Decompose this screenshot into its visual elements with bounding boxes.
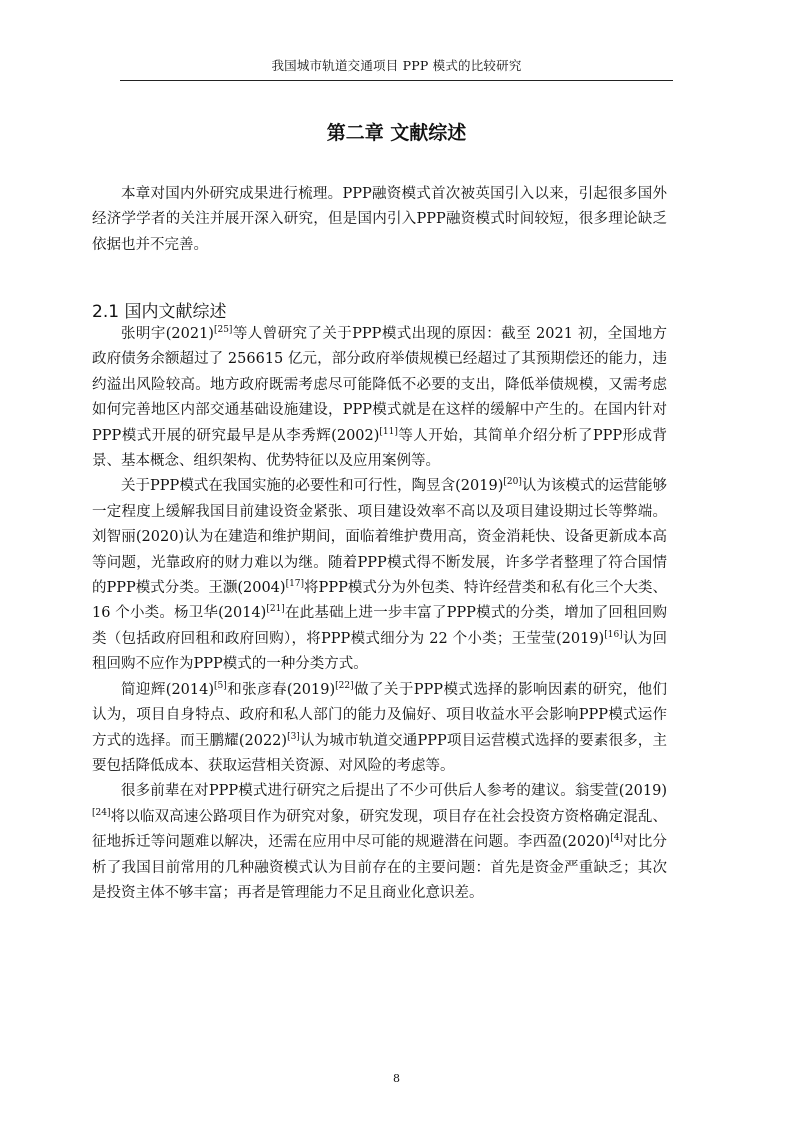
citation: [17] bbox=[285, 579, 305, 590]
running-header: 我国城市轨道交通项目 PPP 模式的比较研究 bbox=[271, 58, 522, 73]
paragraph-3: 简迎辉(2014)[5]和张彦春(2019)[22]做了关于PPP模式选择的影响因素的研究，他们认为，项目自身特点、政府和私人部门的能力及偏好、项目收益水平会影响PPP模式运作方式的选择。而王鹏耀(2022)[3]认为城市轨道交通PPP项目运营模式选择的要素很多，主要包括降低成本、获取运营相关资源、对风险的考虑等。 bbox=[92, 680, 668, 774]
paragraph-1: 张明宇(2021)[25]等人曾研究了关于PPP模式出现的原因：截至 2021 初，全国地方政府债务余额超过了 256615 亿元，部分政府举债规模已经超过了其预期偿还的能力，违约溢出风险较高。地方政府既需考虑尽可能降低不必要的支出，降低举债规模，又需考虑如何完善地区内部交通基础设施建设，PPP模式就是在这样的缓解中产生的。在国内针对PPP模式开展的研究最早是从李秀辉(2002)[11]等人开始，其简单介绍分析了PPP形成背景、基本概念、组织架构、优势特征以及应用案例等。 bbox=[92, 325, 668, 470]
citation: [16] bbox=[604, 629, 623, 640]
intro-paragraph: 本章对国内外研究成果进行梳理。PPP融资模式首次被英国引入以来，引起很多国外经济学学者的关注并展开深入研究，但是国内引入PPP融资模式时间较短，很多理论缺乏依据也并不完善。 bbox=[92, 186, 667, 253]
section-heading: 2.1 国内文献综述 bbox=[92, 302, 227, 322]
citation: [21] bbox=[266, 604, 285, 615]
header-divider bbox=[120, 80, 673, 81]
citation: [25] bbox=[213, 325, 233, 335]
citation: [5] bbox=[214, 680, 227, 691]
chapter-title: 第二章 文献综述 bbox=[326, 122, 467, 144]
section-body bbox=[92, 322, 667, 906]
citation: [4] bbox=[610, 833, 623, 844]
citation: [20] bbox=[503, 477, 522, 488]
page-number: 8 bbox=[393, 1072, 400, 1085]
paragraph-4: 很多前辈在对PPP模式进行研究之后提出了不少可供后人参考的建议。翁雯萱(2019)[24]将以临双高速公路项目作为研究对象，研究发现，项目存在社会投资方资格确定混乱、征地拆迁等问题难以解决，还需在应用中尽可能的规避潜在问题。李西盈(2020)[4]对比分析了我国目前常用的几种融资模式认为目前存在的主要问题：首先是资金严重缺乏；其次是投资主体不够丰富；再者是管理能力不足且商业化意识差。 bbox=[92, 783, 667, 901]
citation: [11] bbox=[379, 426, 398, 437]
citation: [3] bbox=[287, 731, 300, 742]
citation: [22] bbox=[335, 680, 354, 691]
paragraph-2: 关于PPP模式在我国实施的必要性和可行性，陶昱含(2019)[20]认为该模式的运营能够一定程度上缓解我国目前建设资金紧张、项目建设效率不高以及项目建设期过长等弊端。刘智丽(2020)认为在建造和维护期间，面临着维护费用高，资金消耗快、设备更新成本高等问题，光靠政府的财力难以为继。随着PPP模式得不断发展，许多学者整理了符合国情的PPP模式分类。王灏(2004)[17]将PPP模式分为外包类、特许经营类和私有化三个大类、16 个小类。杨卫华(2014)[21]在此基础上进一步丰富了PPP模式的分类，增加了回租回购类（包括政府回租和政府回购），将PPP模式细分为 22 个小类；王莹莹(2019)[16]认为回租回购不应作为PPP模式的一种分类方式。 bbox=[92, 477, 668, 673]
intro-block bbox=[92, 182, 667, 258]
citation: [24] bbox=[92, 807, 111, 818]
